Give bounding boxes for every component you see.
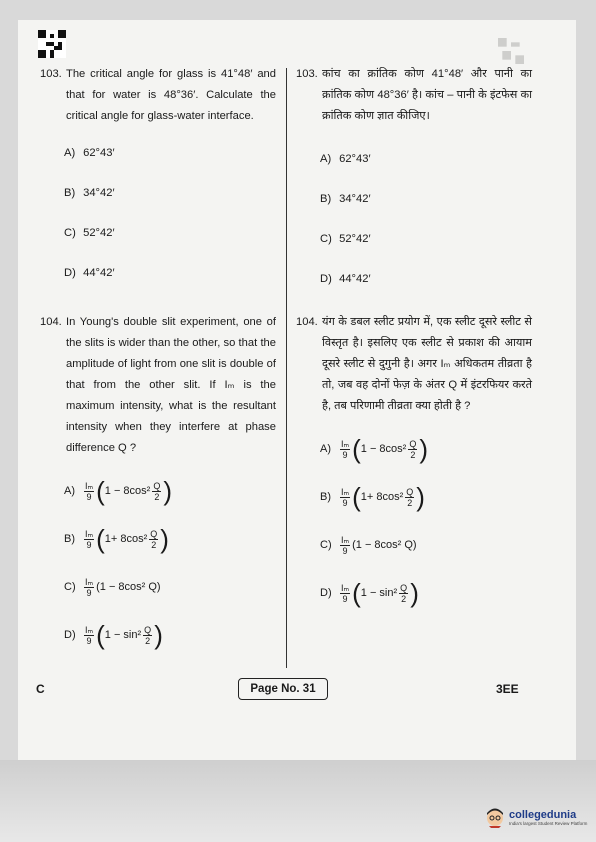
option-a[interactable]: A) $\frac{\text{Iₘ}}{9}$ ( 1 − 8cos² $\frac{Q}{2}$ ) [64, 476, 173, 506]
option-d[interactable]: D) $\frac{\text{Iₘ}}{9}$ ( 1 − sin² $\frac{Q}{2}$ ) [64, 620, 163, 650]
option-b[interactable]: B) $\frac{\text{Iₘ}}{9}$ ( 1+ 8cos² $\frac{Q}{2}$ ) [320, 482, 425, 512]
option-b[interactable]: B) 34°42′ [320, 192, 371, 205]
option-d[interactable]: D) 44°42′ [320, 272, 371, 285]
option-d[interactable]: D) $\frac{\text{Iₘ}}{9}$ ( 1 − sin² $\frac{Q}{2}$ ) [320, 578, 419, 608]
option-a[interactable]: A) 62°43′ [320, 152, 371, 165]
question-number: 103. [296, 68, 318, 80]
footer-paper-code: 3EE [496, 682, 519, 696]
question-104-english [40, 312, 276, 659]
option-b[interactable]: B) $\frac{\text{Iₘ}}{9}$ ( 1+ 8cos² $\frac{Q}{2}$ ) [64, 524, 169, 554]
question-text: कांच का क्रांतिक कोण 41°48′ और पानी का क्रांतिक कोण 48°36′ है। कांच – पानी के इंटफेस का क्रांतिक कोण ज्ञात कीजिए। [322, 68, 532, 122]
student-avatar-icon [484, 806, 506, 828]
question-104-hindi [296, 312, 532, 617]
option-c[interactable]: C) 52°42′ [320, 232, 371, 245]
footer-series-code: C [36, 682, 45, 696]
collegedunia-watermark [484, 806, 587, 828]
option-a[interactable]: A) 62°43′ [64, 146, 115, 159]
question-number: 103. [40, 68, 62, 80]
column-divider [286, 68, 287, 668]
question-103-english [40, 64, 276, 293]
option-d[interactable]: D) 44°42′ [64, 266, 115, 279]
page-number: Page No. 31 [238, 678, 328, 700]
option-c[interactable]: C) $\frac{\text{Iₘ}}{9}$ (1 − 8cos² Q) [64, 576, 161, 598]
option-c[interactable]: C) 52°42′ [64, 226, 115, 239]
brand-name: collegedunia [509, 808, 577, 821]
qr-code-icon [38, 30, 66, 58]
option-b[interactable]: B) 34°42′ [64, 186, 115, 199]
question-text: The critical angle for glass is 41°48′ and that for water is 48°36′. Calculate the critical angle for glass-water interface. [66, 68, 276, 122]
question-103-hindi [296, 64, 532, 299]
option-c[interactable]: C) $\frac{\text{Iₘ}}{9}$ (1 − 8cos² Q) [320, 534, 417, 556]
question-number: 104. [40, 316, 62, 328]
option-a[interactable]: A) $\frac{\text{Iₘ}}{9}$ ( 1 − 8cos² $\frac{Q}{2}$ ) [320, 434, 429, 464]
brand-tagline: India's largest Student Review Platform [509, 820, 588, 826]
faint-qr-icon [498, 38, 524, 64]
question-text: In Young's double slit experiment, one of the slits is wider than the other, so that the amplitude of light from one slit is double of that from the other slit. If Iₘ is the maximum intensity, what is the resultant intensity when they interfere at phase difference Q ? [66, 316, 276, 454]
question-number: 104. [296, 316, 318, 328]
question-text: यंग के डबल स्लीट प्रयोग में, एक स्लीट दूसरे स्लीट से विस्तृत है। इसलिए एक स्लीट से प्रकाश की आयाम दूसरे स्लीट से दुगुनी है। अगर Iₘ अधिकतम तीव्रता है तो, जब वह दोनों फेज़ के अंतर Q में इंटरफियर करते है, तब परिणामी तीव्रता क्या होती है ? [322, 316, 532, 412]
scan-shadow [0, 760, 596, 842]
